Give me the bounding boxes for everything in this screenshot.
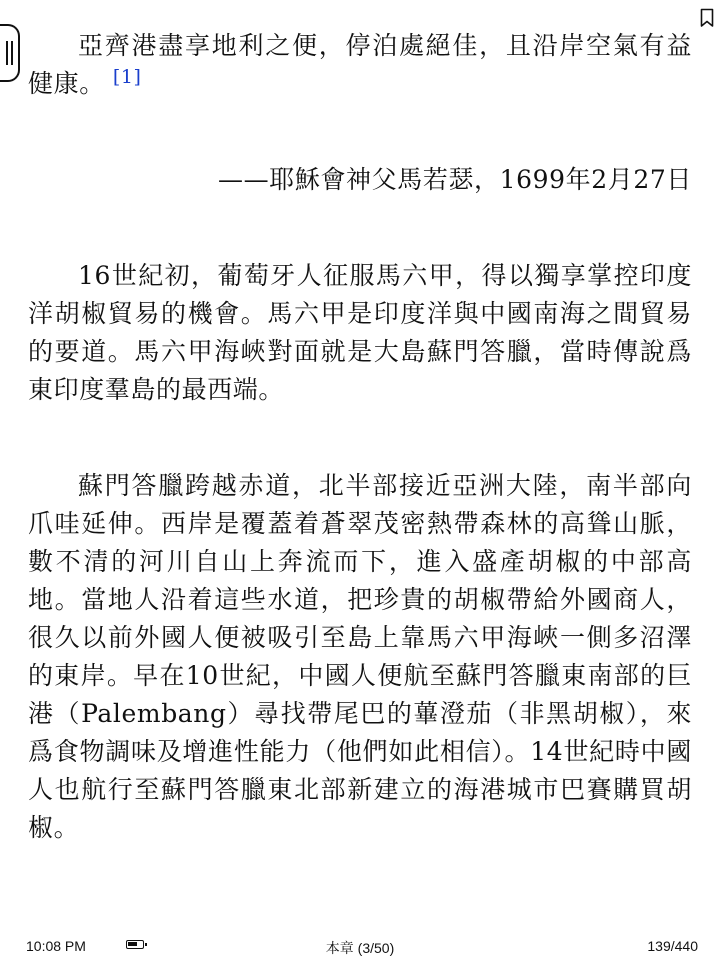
paragraph-quote-text: 亞齊港盡享地利之便，停泊處絕佳，且沿岸空氣有益健康。 [28,31,692,98]
menu-handle-icon[interactable] [0,24,20,82]
paragraph-quote [28,27,692,103]
footnote-link[interactable]: [1] [112,65,142,88]
bookmark-icon[interactable] [700,8,714,28]
clock: 10:08 PM [26,938,86,954]
paragraph: 16世紀初，葡萄牙人征服馬六甲，得以獨享掌控印度洋胡椒貿易的機會。馬六甲是印度洋與中國南海之間貿易的要道。馬六甲海峽對面就是大島蘇門答臘，當時傳說爲東印度羣島的最西端。 [28,261,692,404]
quote-attribution: ——耶穌會神父馬若瑟，1699年2月27日 [218,165,692,194]
status-bar [0,926,720,960]
reading-content [28,27,692,847]
paragraph: 蘇門答臘跨越赤道，北半部接近亞洲大陸，南半部向爪哇延伸。西岸是覆蓋着蒼翠茂密熱帶森林的高聳山脈，數不清的河川自山上奔流而下，進入盛產胡椒的中部高地。當地人沿着這些水道，把珍貴的胡椒帶給外國商人，很久以前外國人便被吸引至島上靠馬六甲海峽一側多沼澤的東岸。早在10世紀，中國人便航至蘇門答臘東南部的巨港（Palembang）尋找帶尾巴的蓽澄茄（非黑胡椒），來爲食物調味及增進性能力（他們如此相信）。14世紀時中國人也航行至蘇門答臘東北部新建立的海港城市巴賽購買胡椒。 [28,471,692,842]
page-counter: 139/440 [647,938,698,954]
chapter-progress: 本章 (3/50) [325,940,395,956]
